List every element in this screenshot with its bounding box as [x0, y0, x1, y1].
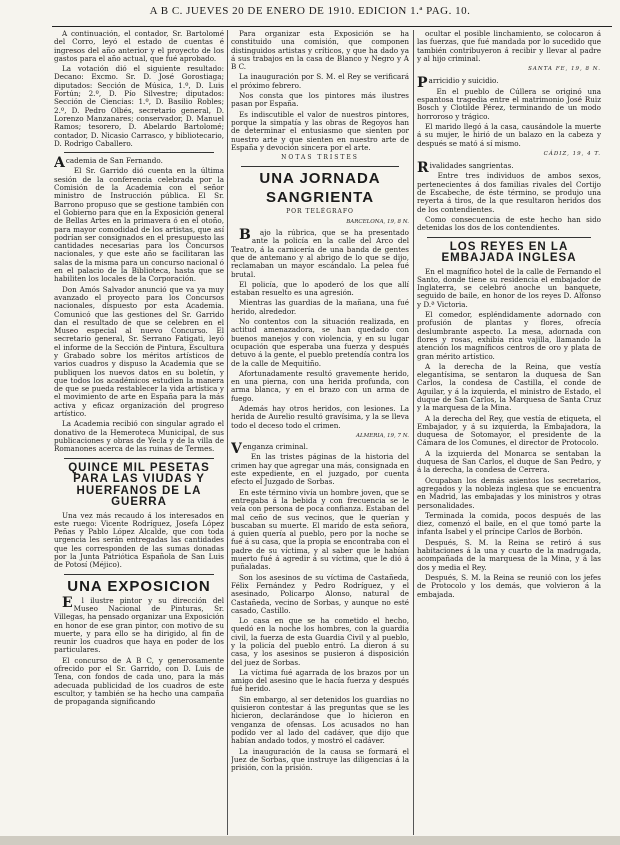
article-paragraph: ocultar el posible linchamiento, se colocaron á las fuerzas, que fué mandada por lo sucedido que también contribuyeron á recibir y llevar al padre y al hijo criminal.	[417, 30, 601, 63]
article-paragraph: La votación dió el siguiente resultado: Decano: Excmo. Sr. D. José Gorostiaga; diputados: Sección de Música, 1.º, D. Luis Fortún; 2.º, D. Pío Silvestre; diputados: Sección de Ciencias: 1.º, D. Basilio Robles; 2.º, D. Pedro Olbés, secretario general, D. Lorenzo Manzanares; conservador, D. Manuel Ramos; tesorero, D. Abelardo Bartolomé; contador, D. Nicasio Carrasco, y bibliotecario, D. Rodrigo Caballero.	[54, 64, 224, 148]
article-paragraph: El Sr. Garrido dió cuenta en la última sesión de la conferencia celebrada por la Comisión de la Academia con el señor ministro de Instrucción pública. El Sr. Barrono propuso que se gestione también con el Gobierno para que en la Exposición general de Bellas Artes en la primavera ó en el otoño, para mayor comodidad de los artistas, que así podrían ser consignados en el presupuesto las cantidades necesarias para los Concursos nacionales, y que este año se facilitaran las salas de la misma para un concurso nacional ó en el palacio de la Biblioteca, hasta que se habiliten los locales de la Corporación.	[54, 166, 224, 284]
article-paragraph: A la izquierda del Monarca se sentaban la duquesa de San Carlos, el duque de San Pedro, y á la derecha, la condesa de Cerrera.	[417, 448, 601, 475]
article-paragraph: A continuación, el contador, Sr. Bartolomé del Corro, leyó el estado de cuentas é ingresos del año anterior y el proyecto de los gastos para el año actual, que fué aprobado.	[54, 30, 224, 63]
headline-jornada: UNA JORNADA	[259, 170, 381, 188]
section-heading: Rivalidades sangrientas.	[417, 160, 514, 177]
article-paragraph: En el pueblo de Cúllera se originó una espantosa tragedia entre el matrimonio José Ruiz Bosch y Clotilde Pérez, terminando de un modo horroroso y trágico.	[417, 86, 601, 121]
header-title: A B C. JUEVES 20 DE ENERO DE 1910. EDICION 1.ª PAG. 10.	[149, 5, 471, 17]
section-heading: Parricidio y suicidio.	[417, 75, 499, 92]
article-paragraph: Afortunadamente resultó gravemente herido, en una pierna, con una herida profunda, con arma blanca, y en el brazo con un arma de fuego.	[231, 368, 409, 403]
article-paragraph: Mientras las guardias de la mañana, una fué herido, alrededor.	[231, 298, 409, 316]
article-paragraph: En el magnífico hotel de la calle de Fernando el Santo, donde tiene su residencia el embajador de Inglaterra, se celebró anoche un banquete, seguido de baile, en honor de los reyes D. Alfonso y D.ª Victoria.	[417, 266, 601, 309]
article-paragraph: El ilustre pintor y su dirección del Museo Nacional de Pinturas, Sr. Villegas, ha pensado organizar una Exposición en honor de ese gran pintor, con motivo de su muerte, y para ello se ha dirigido, al fin de reunir los cuadros que haya en poder de los particulares.	[54, 594, 224, 655]
article-paragraph: Nos consta que los pintores más ilustres pasan por España.	[231, 91, 409, 109]
separator	[241, 166, 399, 167]
dateline: SANTA FE, 19, 8 N.	[528, 66, 601, 73]
page-header	[0, 0, 620, 22]
column-1	[54, 30, 224, 835]
article-paragraph: Ocupaban los demás asientos los secretarios, agregados y la nobleza inglesa que se encuentra en Madrid, las embajadas y los ministros y otras personalidades.	[417, 475, 601, 510]
article-paragraph: No contentos con la situación realizada, en actitud amenazadora, se han quedado con buenos manejos y con violencia, y en su lugar ocupación que esperaba una fuerza y después detuvo á la gente, el pueblo pretendía contra los de la calle de Mequitiño.	[231, 317, 409, 368]
article-paragraph: La inauguración por S. M. el Rey se verificará el próximo febrero.	[231, 72, 409, 90]
dateline: CÁDIZ, 19, 4 T.	[543, 150, 601, 157]
section-heading: Academia de San Fernando.	[54, 155, 163, 172]
column-3	[417, 30, 601, 835]
article-paragraph: En este término vivía un hombre joven, que se entregaba á la bebida y con frecuencia se le veía con persona de poca confianza. Estaban del mal ceño de sus vecinos, que le querían y buscaban su muerte. El marido de esta señora, á quien quería al pueblo, pero por la noche se fué á su casa, que la propia se encontraba con el padre de su víctima, y al saber que le habían muerto fué á agredir á su víctima, que le dió á puñaladas.	[231, 487, 409, 572]
scan-footer-strip	[0, 836, 620, 845]
article-paragraph: El marido llegó á la casa, causándole la muerte á su mujer, le hirió de un balazo en la cabeza y después se mató á sí mismo.	[417, 121, 601, 148]
section-heading: Venganza criminal.	[231, 441, 309, 458]
article-paragraph: Bajo la rúbrica, que se ha presentado ante la policía en la calle del Arco del Teatro, á la carnicería de una banda de gentes que de antemano y al abrigo de lo que se dijo, reclamaban un mayor escándalo. La pelea fué brutal.	[231, 227, 409, 279]
separator	[64, 574, 214, 575]
article-paragraph: Una vez más recaudo á los interesados en este ruego: Vicente Rodríguez, Josefa López Peñas y Pablo López Alcalde, que con toda urgencia les serán entregadas las cantidades que les corresponden de las sumas donadas por la Junta Patriótica Española de San Luis de Potosí (Méjico).	[54, 510, 224, 570]
byline: POR TELÉGRAFO	[286, 208, 354, 216]
article-paragraph: La inauguración de la causa se formará el Juez de Sorbas, que instruye las diligencias á la prisión, con la prisión.	[231, 746, 409, 773]
separator	[64, 458, 214, 459]
article-paragraph: La Academia recibió con singular agrado el donativo de la Hemeroteca Municipal, de sus publicaciones y obras de Yecla y de la villa de Romanones acerca de las ruinas de Termes.	[54, 419, 224, 454]
article-paragraph: La víctima fué agarrada de los brazos por un amigo del asesino que le hacía fuerza y después fué herido.	[231, 667, 409, 694]
article-paragraph: Además hay otros heridos, con lesiones. La herida de Aurelio resultó gravísima, y la se lleva todo el deceso todo el crimen.	[231, 403, 409, 430]
headline-reyes: LOS REYES EN LA EMBAJADA INGLESA	[441, 240, 577, 265]
article-paragraph: Lo casa en que se ha cometido el hecho, quedó en la noche los hombres, con la guardia civil, la fuerza de esta Guardia Civil y al pueblo, y la policía del pueblo entró. La dieron á su casa, y los asesinos se pusieron á disposición del juez de Sorbas.	[231, 616, 409, 667]
dateline: BARCELONA, 19, 8 N.	[346, 218, 409, 225]
article-paragraph: Como consecuencia de este hecho han sido detenidas los dos de los contendientes.	[417, 214, 601, 233]
column-2	[231, 30, 409, 835]
article-paragraph: El policía, que lo apoderó de los que allí estaban resuelto es una agresión.	[231, 279, 409, 298]
article-paragraph: Después, S. M. la Reina se retiró á sus habitaciones á la una y cuarto de la madrugada, acompañada de la marquesa de la Mina, y á las dos y media el Rey.	[417, 537, 601, 572]
article-paragraph: Terminada la comida, pocos después de las diez, comenzó el baile, en el que tomó parte la infanta Isabel y el príncipe Carlos de Borbón.	[417, 510, 601, 537]
article-paragraph: Sin embargo, al ser detenidos los guardias no quisieron contestar á las preguntas que se les hicieron, declarándose que lo hicieron en venganza de ofensas. Los acusados no han podido ver al lado del cadáver, que dijo que habían andado todos, y mostró el cadáver.	[231, 694, 409, 746]
article-paragraph: El concurso de A B C, y generosamente ofrecido por el Sr. Garrido, con D. Luis de Tena, con fondos de cada uno, para la más adecuada publicidad de los cuadros de este escultor, y también se ha hecho una campaña de propaganda significando	[54, 655, 224, 707]
column-divider-2	[413, 30, 414, 835]
article-paragraph: A la derecha del Rey, que vestía de etiqueta, el Embajador, y á su izquierda, la Embajadora, la duquesa de Sotomayor, el presidente de la Cámara de los Comunes, el director de Protocolo.	[417, 413, 601, 448]
article-paragraph: El comedor, espléndidamente adornado con profusión de plantas y flores, ofrecía deslumbrante aspecto. La mesa, adornada con flores y rosas, exhibía rica vajilla, llamando la atención los magníficos centros de oro y plata de gran mérito artístico.	[417, 310, 601, 361]
dateline: ALMERIA, 19, 7 N.	[355, 432, 409, 439]
article-paragraph: Es indiscutible el valor de nuestros pintores, porque la simpatía y las obras de Regoyos han de determinar el entusiasmo que sienten por nuestro arte y que sienten en nuestro arte de España y devoción sincera por el arte.	[231, 109, 409, 152]
article-paragraph: Don Amós Salvador anunció que va ya muy avanzado el proyecto para los Concursos nacionales, dispuesto por esta Academia. Comunicó que las gestiones del Sr. Garrido dan el resultado de que se celebren en el Museo especial al nuevo Concurso. El secretario general, Sr. Serrano Fatigati, leyó el informe de la Sección de Pintura, Escultura y Grabado sobre los méritos artísticos de varios cuadros y dispuso la Academia que se publiquen los nuevos datos en su boletín, y que todos los académicos estudien la manera de que se pueda restablecer la vida artística y el movimiento de arte en España para la más activa y eficaz organización del progreso artístico.	[54, 284, 224, 419]
article-paragraph: Después, S. M. la Reina se reunió con los jefes de Protocolo y los demás, que volvieron á la embajada.	[417, 572, 601, 599]
column-divider-1	[227, 30, 228, 835]
headline-exposicion: UNA EXPOSICION	[67, 577, 211, 595]
headline-quince-mil: QUINCE MIL PESETAS PARA LAS VIUDAS Y HUERFANOS DE LA GUERRA	[68, 461, 210, 509]
article-paragraph: En las tristes páginas de la historia del crimen hay que agregar una más, consignada en este expediente, en el juzgado, por cuenta efecto el Juzgado de Sorbas.	[231, 452, 409, 487]
separator	[64, 152, 214, 153]
article-paragraph: Entre tres individuos de ambos sexos, pertenecientes á dos familias rivales del Cortijo de Escabeche, de éste término, se produjo una reyerta á tiros, de la que resultaron heridos dos de los contendientes.	[417, 171, 601, 214]
separator	[427, 237, 591, 238]
article-paragraph: A la derecha de la Reina, que vestía elegantísima, se sentaron la duquesa de San Carlos, la condesa de Castilla, el conde de Aguilar, y á la izquierda, el ministro de Estado, el duque de San Carlos, la Marquesa de Santa Cruz y la marquesa de la Mina.	[417, 361, 601, 413]
section-label-notas: NOTAS TRISTES	[281, 154, 359, 162]
article-paragraph: Para organizar esta Exposición se ha constituido una comisión, que componen distinguidos artistas y críticos, y que ha dado ya á sus trabajos en la casa de Blanco y Negro y A B C.	[231, 30, 409, 72]
header-rule	[52, 26, 612, 27]
headline-sangrienta: SANGRIENTA	[265, 189, 375, 207]
article-paragraph: Son los asesinos de su víctima de Castañeda, Félix Fernández y Pedro Rodríguez, y el asesinado, Policarpo Alonso, natural de Castañeda, vecino de Sorbas, y aunque no esté casado, Castillo.	[231, 572, 409, 615]
